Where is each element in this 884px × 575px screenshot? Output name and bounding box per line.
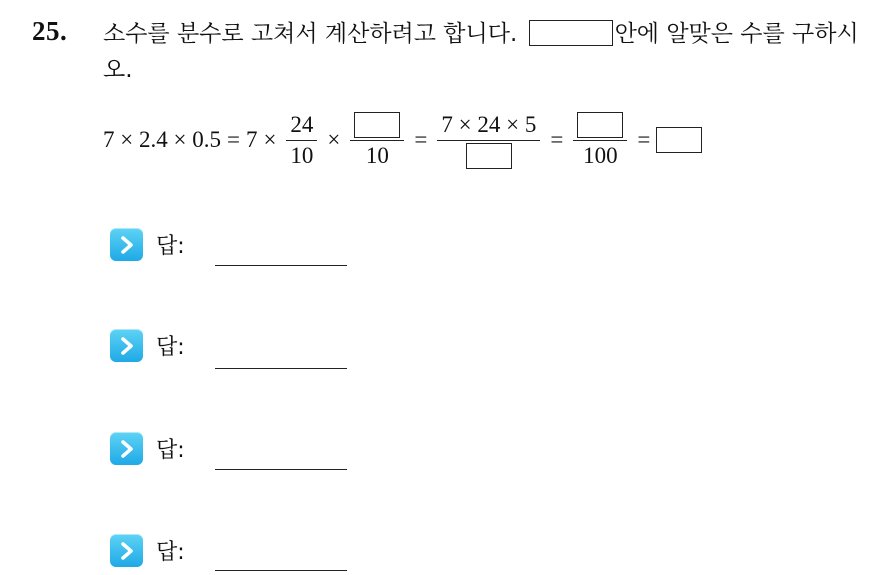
- answer-label: 답:: [156, 438, 185, 463]
- result-blank-box[interactable]: [656, 127, 702, 153]
- blank-box[interactable]: [577, 112, 623, 138]
- chevron-right-icon: [110, 534, 143, 567]
- answer-label: 답:: [156, 540, 185, 565]
- fraction-denominator: 10: [290, 142, 314, 168]
- fraction-numerator-blank: [350, 110, 404, 140]
- answer-input-line[interactable]: [215, 368, 347, 369]
- answer-row: [110, 329, 185, 362]
- answer-label: 답:: [156, 335, 185, 360]
- question-text-part1: 소수를 분수로 고쳐서 계산하려고 합니다.: [103, 21, 518, 47]
- answer-input-line[interactable]: [215, 570, 347, 571]
- question-number: 25.: [32, 16, 68, 46]
- question-text-part2: 안에 알맞은 수를 구하시오.: [103, 21, 859, 83]
- answer-row: [110, 228, 185, 261]
- chevron-right-icon: [110, 432, 143, 465]
- equals-sign: =: [414, 127, 428, 152]
- answer-blank-box[interactable]: [529, 20, 613, 46]
- answer-input-line[interactable]: [215, 469, 347, 470]
- fraction-denominator-blank: [462, 141, 516, 171]
- answer-label: 답:: [156, 234, 185, 259]
- equation-term-7: 7: [245, 127, 258, 152]
- fraction-blank-over-100: [573, 110, 627, 171]
- fraction-denominator: 100: [583, 142, 618, 168]
- chevron-right-icon: [110, 329, 143, 362]
- fraction-product-over-blank: [437, 110, 540, 171]
- answer-row: [110, 534, 185, 567]
- equals-sign: =: [226, 127, 240, 152]
- question-text: [103, 16, 873, 88]
- equation-lhs: 7 × 2.4 × 0.5: [103, 127, 221, 152]
- fraction-blank-over-10: [350, 110, 404, 171]
- fraction-numerator-blank: [573, 110, 627, 140]
- chevron-right-icon: [110, 228, 143, 261]
- answer-row: [110, 432, 185, 465]
- equals-sign: =: [637, 127, 651, 152]
- blank-box[interactable]: [466, 143, 512, 169]
- equals-sign: =: [550, 127, 564, 152]
- fraction-denominator: 10: [365, 142, 389, 168]
- fraction-numerator: 7 × 24 × 5: [441, 111, 537, 137]
- times-sign: ×: [263, 127, 277, 152]
- fraction-numerator: 24: [290, 111, 314, 137]
- equation: [103, 100, 702, 180]
- fraction-24-over-10: [286, 110, 317, 171]
- blank-box[interactable]: [354, 112, 400, 138]
- times-sign: ×: [327, 127, 341, 152]
- answer-input-line[interactable]: [215, 265, 347, 266]
